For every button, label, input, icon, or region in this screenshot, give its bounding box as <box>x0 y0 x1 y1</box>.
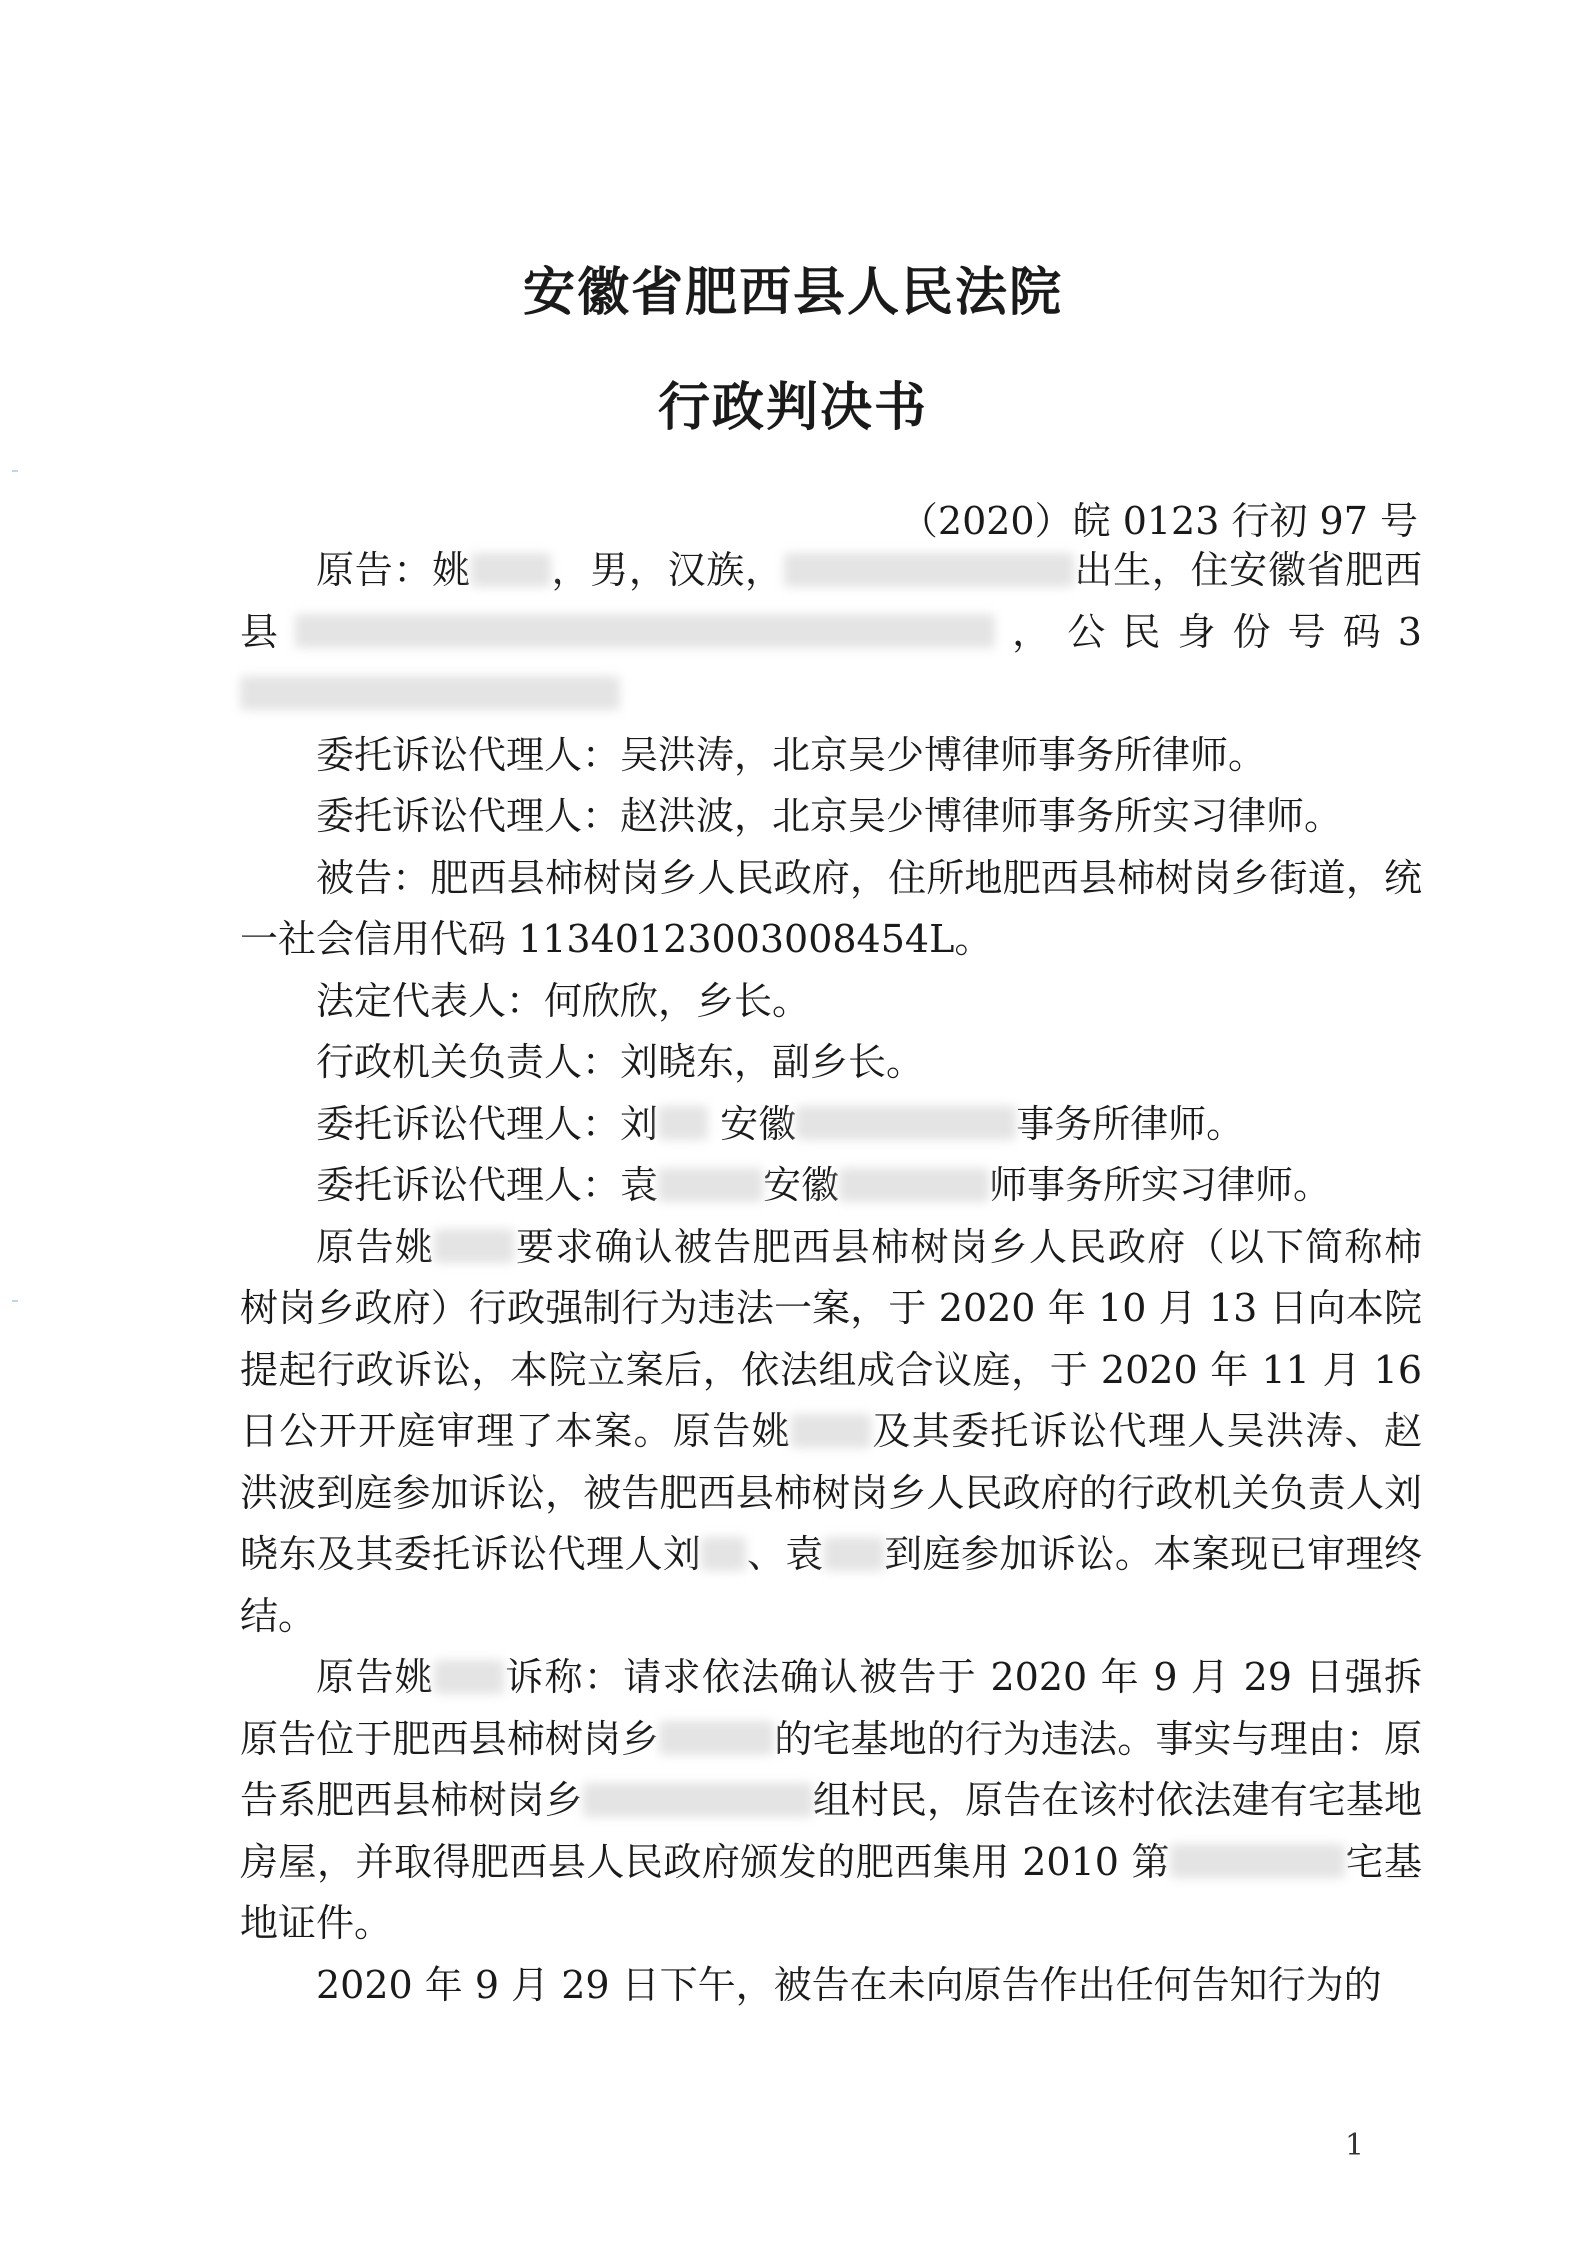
legal-representative: 法定代表人：何欣欣，乡长。 <box>316 978 811 1023</box>
defendant-agent-2: 委托诉讼代理人：袁 安徽 师事务所实习律师。 <box>316 1163 1332 1207</box>
facts-paragraph: 2020 年 9 月 29 日下午，被告在未向原告作出任何告知行为的 <box>316 1962 1382 2007</box>
redaction <box>824 1537 884 1571</box>
redaction <box>659 1721 774 1755</box>
redaction <box>240 676 620 710</box>
redaction <box>471 553 551 587</box>
redaction <box>583 1783 813 1817</box>
plaintiff-agent-1: 委托诉讼代理人：吴洪涛，北京吴少博律师事务所律师。 <box>316 732 1267 777</box>
defendant-paragraph: 被告：肥西县柿树岗乡人民政府，住所地肥西县柿树岗乡街道，统一社会信用代码 11340123003008454L。 <box>240 855 1422 961</box>
redaction <box>658 1168 763 1202</box>
redaction <box>295 614 995 648</box>
redaction <box>434 1229 514 1263</box>
redaction <box>784 553 1074 587</box>
redaction <box>701 1537 746 1571</box>
court-title: 安徽省肥西县人民法院 <box>522 262 1063 323</box>
plaintiff-agent-2: 委托诉讼代理人：赵洪波，北京吴少博律师事务所实习律师。 <box>316 794 1343 838</box>
redaction <box>434 1660 504 1694</box>
case-number: （2020）皖 0123 行初 97 号 <box>899 499 1418 543</box>
judgment-body <box>240 540 1422 2016</box>
case-procedure-paragraph: 原告姚 要求确认被告肥西县柿树岗乡人民政府（以下简称柿树岗乡政府）行政强制行为违法一案，于 2020 年 10 月 13 日向本院提起行政诉讼，本院立案后，依法组成合议庭，于 2020 年 11 月 16 日公开开庭审理了本案。原告姚 及其委托诉讼代理人吴洪涛、赵洪波到庭参加诉讼，被告肥西县柿树岗乡人民政府的行政机关负责人刘晓东及其委托诉讼代理人刘 、袁 到庭参加诉讼。本案现已审理终结。 <box>240 1224 1422 1638</box>
redaction <box>658 1106 708 1140</box>
page-number: 1 <box>1345 2128 1365 2163</box>
defendant-agent-1: 委托诉讼代理人：刘 安徽 事务所律师。 <box>316 1101 1245 1146</box>
document-type-title: 行政判决书 <box>657 377 928 438</box>
plaintiff-claim-paragraph: 原告姚 诉称：请求依法确认被告于 2020 年 9 月 29 日强拆原告位于肥西县柿树岗乡 的宅基地的行为违法。事实与理由：原告系肥西县柿树岗乡 组村民，原告在该村依法建有宅基地房屋，并取得肥西县人民政府颁发的肥西集用 2010 第 宅基地证件。 <box>240 1655 1422 1945</box>
redaction <box>796 1106 1016 1140</box>
redaction <box>791 1414 871 1448</box>
plaintiff-paragraph: 原告：姚 ，男，汉族， 出生，住安徽省肥西县 ，公民身份号码3 <box>240 540 1422 725</box>
agency-head: 行政机关负责人：刘晓东，副乡长。 <box>316 1040 925 1084</box>
redaction <box>839 1168 989 1202</box>
scan-mark <box>12 1300 18 1302</box>
redaction <box>1170 1844 1345 1878</box>
scan-mark <box>12 470 18 472</box>
